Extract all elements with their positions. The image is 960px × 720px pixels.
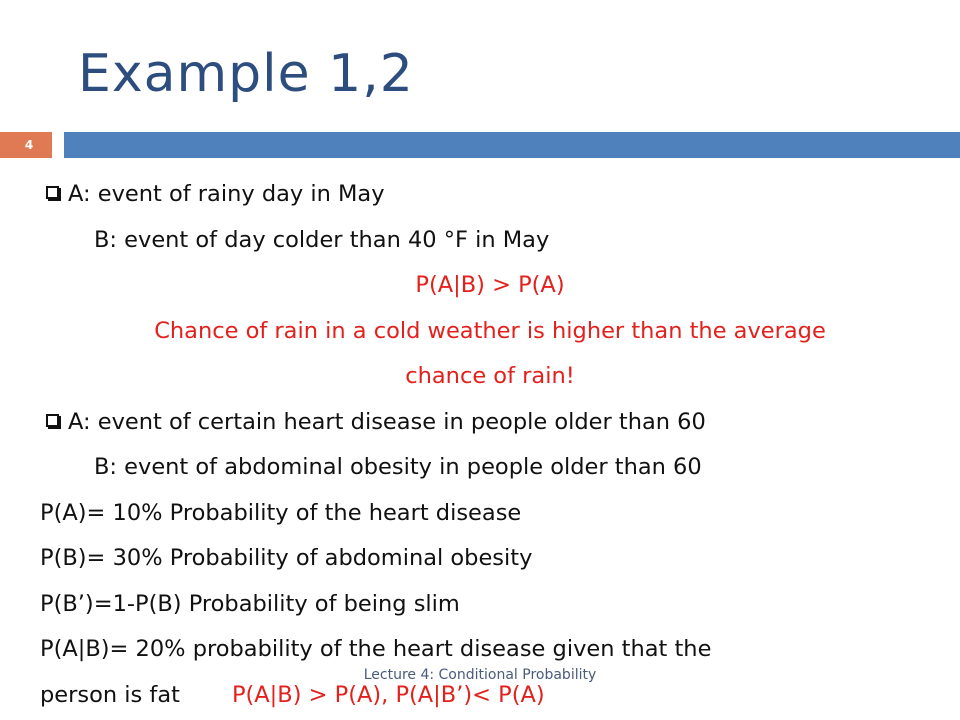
example1-event-a: A: event of rainy day in May (68, 181, 385, 207)
example2-bullet (40, 400, 940, 446)
example2-prob-b-complement: P(B’)=1-P(B) Probability of being slim (40, 590, 460, 617)
slide-number: 4 (24, 138, 34, 152)
example1-event-b: B: event of day colder than 40 °F in May (94, 226, 550, 253)
example2-event-b: B: event of abdominal obesity in people older than 60 (94, 454, 702, 480)
square-bullet-icon (46, 414, 59, 427)
example1-inequality: P(A|B) > P(A) (415, 272, 565, 298)
square-bullet-icon (46, 186, 59, 199)
example2-prob-a-given-b: P(A|B)= 20% probability of the heart disease given that the (40, 636, 712, 662)
slide-body (40, 172, 940, 718)
example1-conclusion-line1: Chance of rain in a cold weather is higher than the average (154, 317, 826, 344)
slide-footer: Lecture 4: Conditional Probability (363, 667, 597, 683)
example1-bullet (40, 172, 940, 218)
example2-event-a: A: event of certain heart disease in people older than 60 (68, 408, 706, 435)
example2-person-is-fat: person is fat (40, 681, 180, 708)
example2-prob-b: P(B)= 30% Probability of abdominal obesity (40, 545, 533, 571)
header-accent-bar (64, 132, 960, 158)
slide-number-badge (0, 132, 52, 158)
example2-prob-a: P(A)= 10% Probability of the heart disease (40, 499, 522, 526)
example2-comparison: P(A|B) > P(A), P(A|B’)< P(A) (231, 681, 545, 708)
example1-conclusion-line2: chance of rain! (405, 363, 575, 389)
slide-title: Example 1,2 (78, 44, 414, 104)
